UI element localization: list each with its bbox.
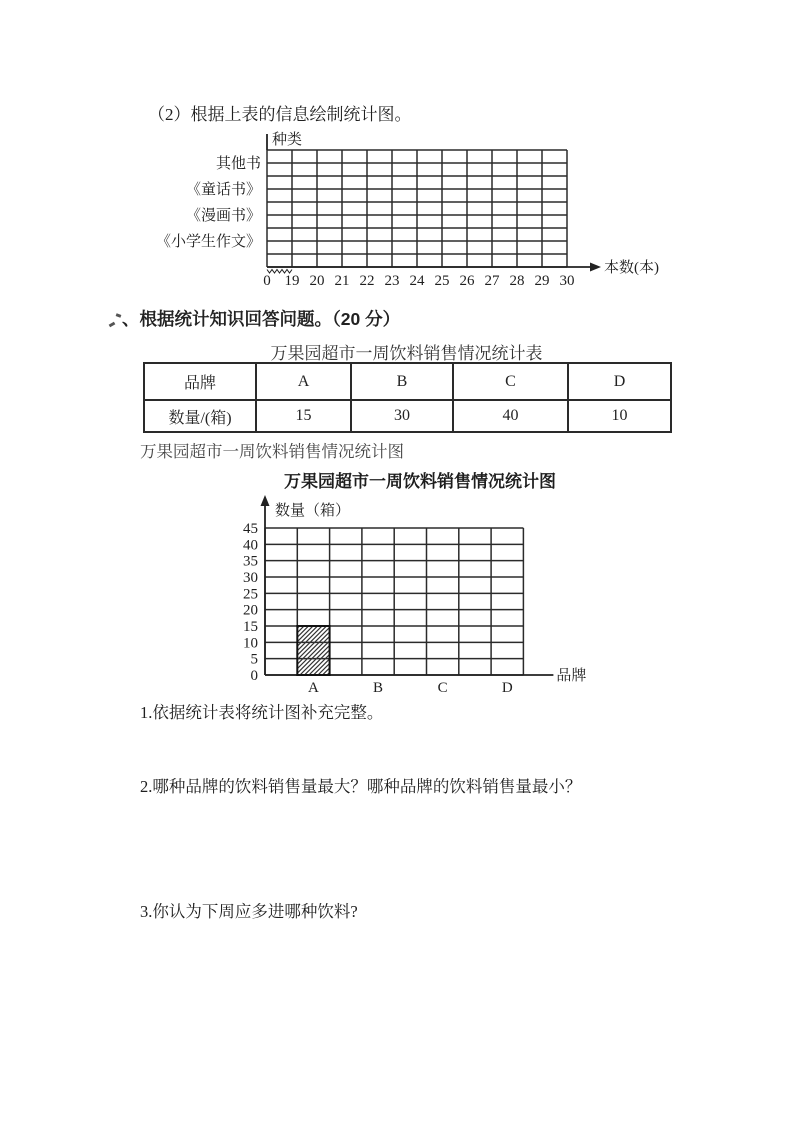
x-axis-label: 本数(本)	[604, 260, 659, 276]
beverage-bar-chart	[230, 493, 620, 708]
y-tick-label: 15	[243, 619, 258, 635]
y-tick-label: 25	[243, 586, 258, 603]
y-tick-label: 10	[243, 635, 258, 652]
table-cell-brand-header: 品牌	[144, 363, 256, 400]
table-cell: 30	[351, 400, 453, 432]
question-2: 2.哪种品牌的饮料销售量最大？哪种品牌的饮料销售量最小？	[140, 777, 582, 796]
x-category-label: B	[373, 680, 384, 696]
table-cell: B	[351, 363, 453, 400]
x-tick-label: 27	[484, 273, 500, 289]
table-cell: 10	[568, 400, 671, 432]
section-heading: 、根据统计知识回答问题。（20 分）	[122, 309, 401, 329]
y-tick-label: 45	[243, 521, 258, 537]
category-label: 《童话书》	[185, 182, 261, 198]
bar-A	[297, 626, 329, 675]
y-tick-label: 0	[250, 668, 258, 684]
x-tick-label: 23	[384, 273, 400, 289]
table-cell: C	[453, 363, 568, 400]
table-cell: D	[568, 363, 671, 400]
x-tick-label: 30	[559, 273, 575, 289]
x-tick-label: 20	[309, 273, 325, 289]
beverage-sales-table	[143, 362, 672, 433]
category-label: 《漫画书》	[185, 208, 261, 224]
table-cell: A	[256, 363, 351, 400]
chart-caption: 万果园超市一周饮料销售情况统计图	[140, 442, 404, 461]
x-axis-label: 品牌	[556, 668, 587, 684]
table-cell: 15	[256, 400, 351, 432]
x-tick-label: 19	[284, 273, 300, 289]
x-tick-label: 21	[334, 273, 350, 289]
x-category-label: A	[308, 680, 319, 696]
instruction-draw-chart: （2）根据上表的信息绘制统计图。	[148, 105, 412, 124]
table-title: 万果园超市一周饮料销售情况统计表	[270, 344, 543, 363]
x-axis-arrow	[590, 263, 601, 272]
clipped-character-marks	[108, 313, 122, 331]
x-tick-label: 25	[434, 273, 450, 289]
x-category-label: D	[501, 680, 513, 696]
x-tick-label: 24	[409, 273, 425, 289]
category-label: 其他书	[215, 156, 261, 172]
y-tick-label: 30	[243, 570, 258, 586]
table-cell-quantity-header: 数量/(箱)	[144, 400, 256, 432]
x-tick-label: 22	[359, 273, 375, 289]
y-tick-label: 20	[243, 602, 258, 619]
x-tick-label: 28	[509, 273, 525, 289]
table-cell: 40	[453, 400, 568, 432]
bar-chart-title: 万果园超市一周饮料销售情况统计图	[284, 472, 556, 491]
y-axis-label: 数量（箱）	[275, 503, 351, 519]
x-tick-label: 0	[263, 273, 271, 289]
y-tick-label: 35	[243, 553, 258, 570]
y-axis-arrow	[261, 495, 270, 506]
question-3: 3.你认为下周应多进哪种饮料?	[140, 902, 358, 921]
x-tick-label: 26	[459, 273, 475, 289]
category-label: 《小学生作文》	[155, 234, 261, 250]
question-1: 1.依据统计表将统计图补充完整。	[140, 703, 384, 722]
y-axis-label: 种类	[272, 132, 303, 148]
x-tick-label: 29	[534, 273, 550, 289]
x-category-label: C	[437, 680, 448, 696]
books-grid-chart	[140, 125, 685, 305]
y-tick-label: 40	[243, 537, 258, 554]
y-tick-label: 5	[250, 651, 258, 668]
